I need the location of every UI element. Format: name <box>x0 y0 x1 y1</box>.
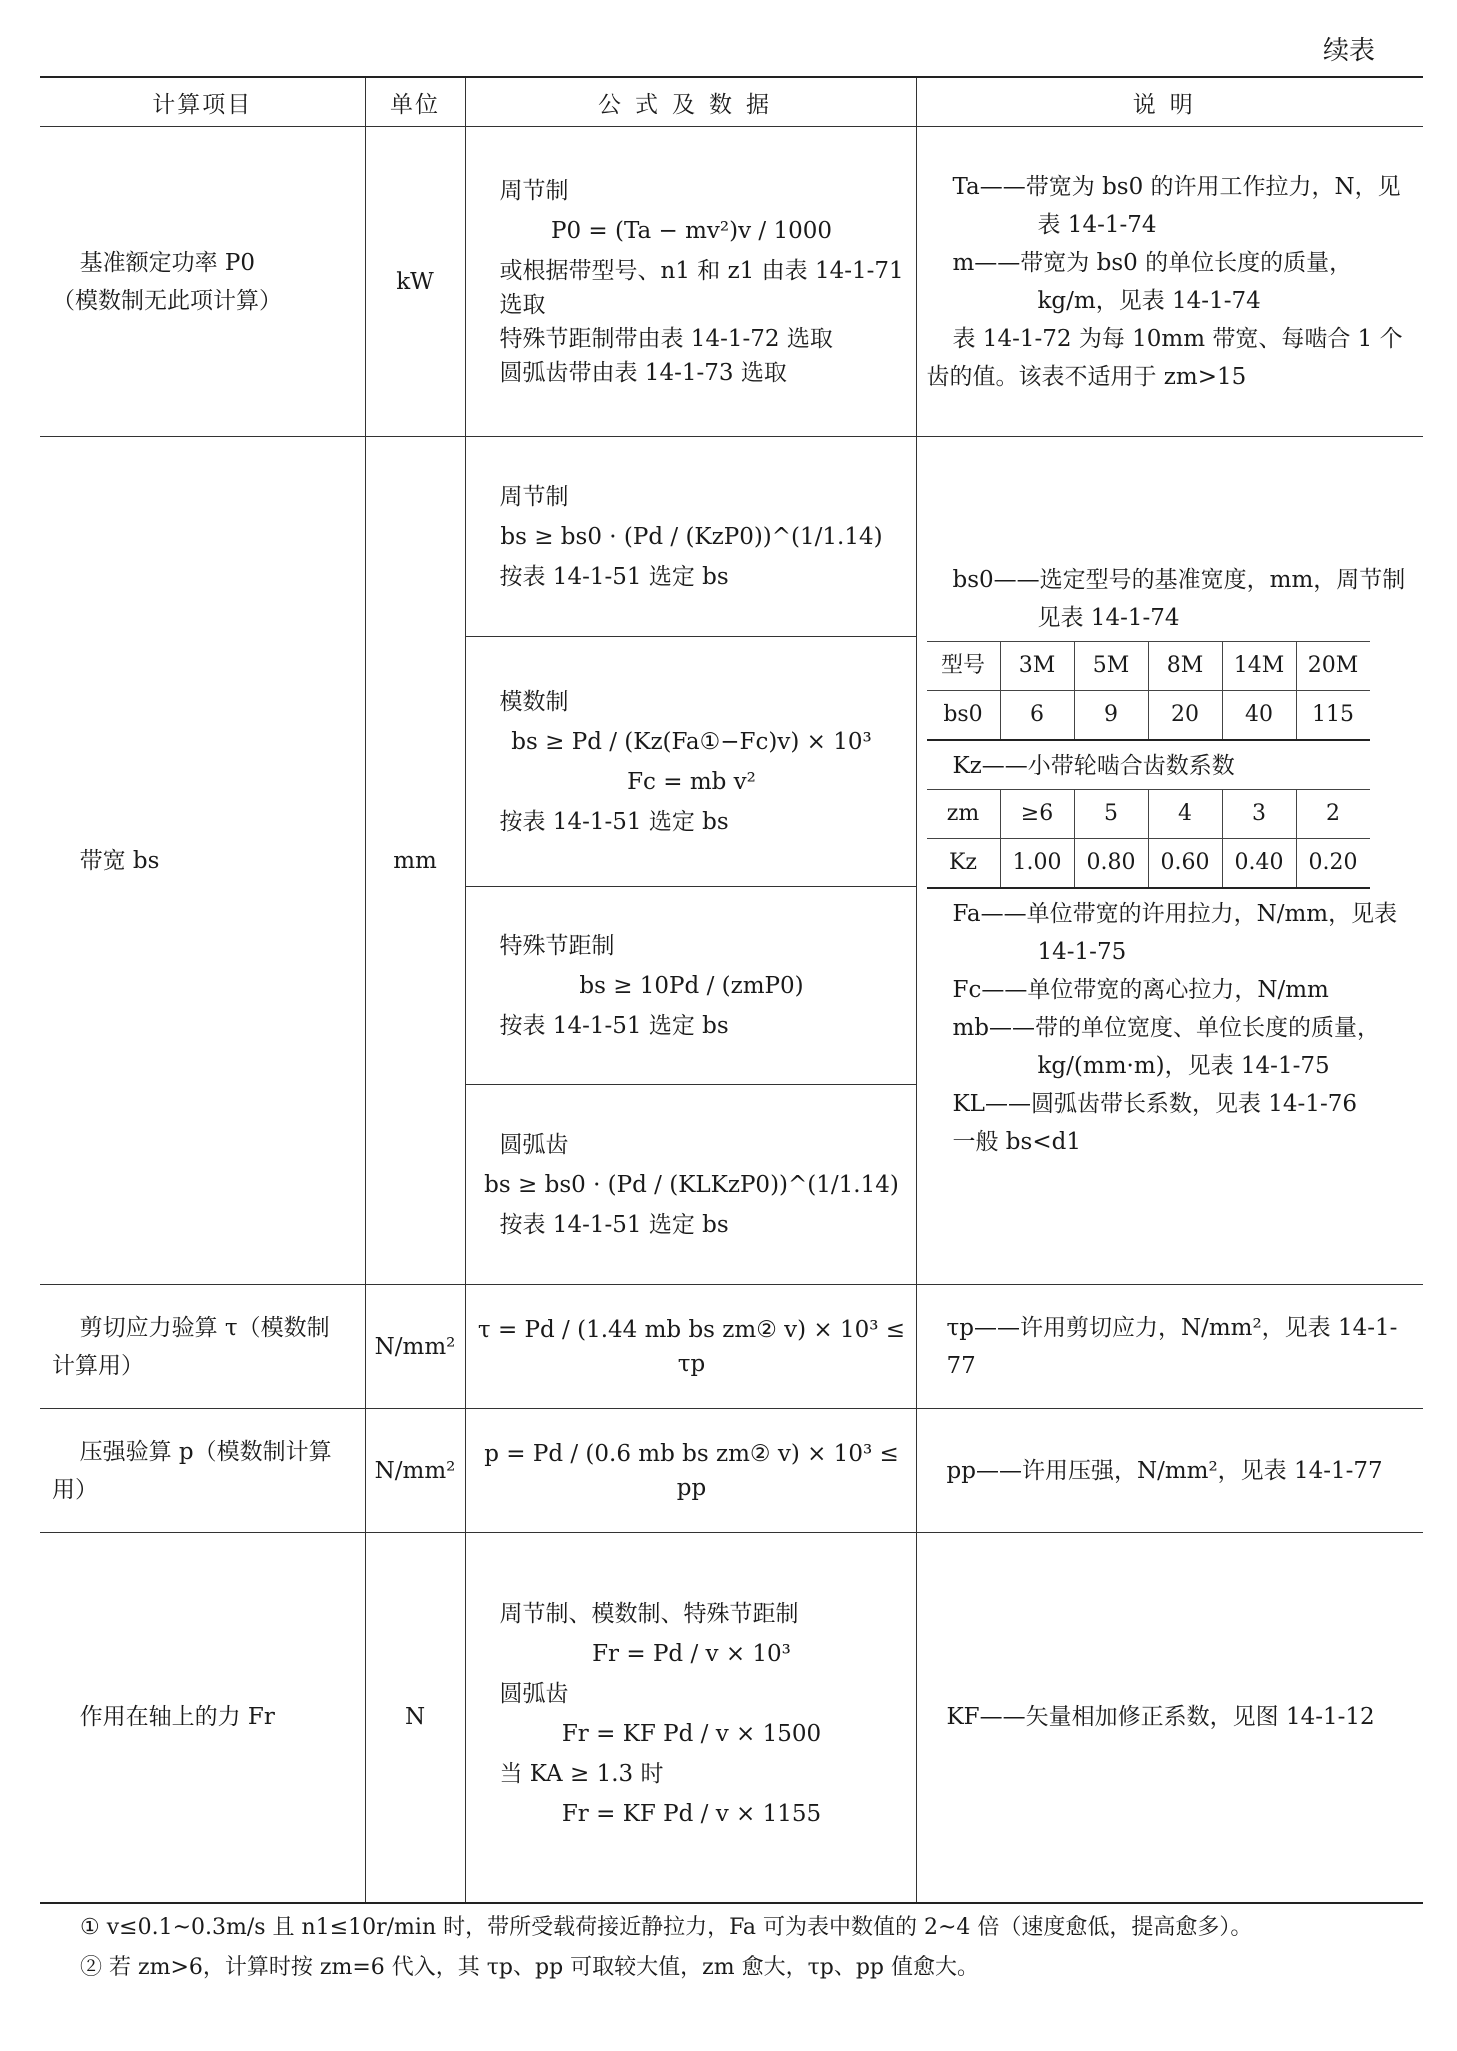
kz-table-z: 2 <box>1296 789 1370 838</box>
kz-table-z: 5 <box>1074 789 1148 838</box>
formula-p-expr: p = Pd / (0.6 mb bs zm② v) × 10³ ≤ pp <box>484 1440 899 1501</box>
bs0-table-type-label: 型号 <box>927 641 1001 690</box>
footnote-1: ① v≤0.1~0.3m/s 且 n1≤10r/min 时，带所受载荷接近静拉力，Fa 可为表中数值的 2~4 倍（速度愈低，提高愈多）。 <box>80 1915 1253 1940</box>
formula-tau-expr: τ = Pd / (1.44 mb bs zm② v) × 10³ ≤ τp <box>477 1316 906 1377</box>
footnote-2: ② 若 zm>6，计算时按 zm=6 代入，其 τp、pp 可取较大值，zm 愈大，τp、pp 值愈大。 <box>80 1955 980 1980</box>
formula-bs-3-title: 特殊节距制 <box>499 932 615 959</box>
bs0-table-value: 115 <box>1296 690 1370 740</box>
bs0-table-type: 20M <box>1296 641 1370 690</box>
footnotes <box>80 1908 1410 1988</box>
kz-table-k-label: Kz <box>927 838 1001 888</box>
note-mb: mb——带的单位宽度、单位长度的质量，kg/(mm·m)，见表 14-1-75 <box>952 1014 1381 1079</box>
formula-bs-3 <box>465 887 916 1085</box>
item-p-line2: 用） <box>52 1476 98 1503</box>
item-fr <box>40 1533 365 1903</box>
kz-table-k: 0.60 <box>1148 838 1222 888</box>
note-kz: Kz——小带轮啮合齿数系数 <box>952 752 1235 779</box>
header-row <box>40 77 1423 127</box>
unit-fr: N <box>365 1533 465 1903</box>
formula-fr-expr1: Fr = Pd / v × 10³ <box>592 1641 791 1668</box>
bs0-table-value-label: bs0 <box>927 690 1001 740</box>
item-p0 <box>40 127 365 437</box>
kz-table-z: 4 <box>1148 789 1222 838</box>
calculation-table <box>40 76 1423 1901</box>
formula-bs-3-expr: bs ≥ 10Pd / (zmP0) <box>579 972 804 999</box>
formula-bs-1-select: 按表 14-1-51 选定 bs <box>499 563 729 590</box>
item-fr-label: 作用在轴上的力 Fr <box>79 1704 275 1731</box>
unit-p0: kW <box>365 127 465 437</box>
item-tau-line2: 计算用） <box>52 1352 144 1379</box>
formula-p <box>465 1409 916 1533</box>
bs0-table-value: 40 <box>1222 690 1296 740</box>
item-tau <box>40 1285 365 1409</box>
formula-fr-title1: 周节制、模数制、特殊节距制 <box>499 1601 799 1628</box>
bs0-table-value: 20 <box>1148 690 1222 740</box>
formula-fr-title3: 当 KA ≥ 1.3 时 <box>499 1761 664 1788</box>
formula-bs-4-select: 按表 14-1-51 选定 bs <box>499 1211 729 1238</box>
header-formula: 公式及数据 <box>465 77 916 127</box>
formula-bs-4-title: 圆弧齿 <box>499 1131 569 1158</box>
bs0-table-value: 9 <box>1074 690 1148 740</box>
note-fc: Fc——单位带宽的离心拉力，N/mm <box>952 976 1329 1003</box>
bs0-table-type: 3M <box>1000 641 1074 690</box>
formula-bs-2-expr: bs ≥ Pd / (Kz(Fa①−Fc)v) × 10³ <box>511 728 872 755</box>
kz-table-k: 0.40 <box>1222 838 1296 888</box>
kz-table <box>927 789 1370 889</box>
formula-bs-1-expr: bs ≥ bs0 · (Pd / (KzP0))^(1/1.14) <box>500 523 883 550</box>
note-bs-d1: 一般 bs<d1 <box>952 1128 1081 1155</box>
formula-bs-2-select: 按表 14-1-51 选定 bs <box>499 808 729 835</box>
notes-tau: τp——许用剪切应力，N/mm²，见表 14-1-77 <box>916 1285 1423 1409</box>
bs0-table-value-row <box>927 690 1370 740</box>
formula-fr-expr3: Fr = KF Pd / v × 1155 <box>561 1801 822 1828</box>
bs0-table-type: 8M <box>1148 641 1222 690</box>
header-notes: 说明 <box>916 77 1423 127</box>
unit-bs: mm <box>365 437 465 1285</box>
note-kl: KL——圆弧齿带长系数，见表 14-1-76 <box>952 1090 1357 1117</box>
row-tau <box>40 1285 1423 1409</box>
formula-bs-3-select: 按表 14-1-51 选定 bs <box>499 1012 729 1039</box>
note-ta: Ta——带宽为 bs0 的许用工作拉力，N，见表 14-1-74 <box>952 173 1401 238</box>
formula-bs-4 <box>465 1085 916 1285</box>
item-p-line1: 压强验算 p（模数制计算 <box>79 1438 332 1465</box>
formula-p0-expr: P0 = (Ta − mv²)v / 1000 <box>550 217 833 244</box>
formula-bs-2-fc: Fc = mb v² <box>627 768 756 795</box>
kz-table-z: ≥6 <box>1000 789 1074 838</box>
row-p <box>40 1409 1423 1533</box>
bs0-table-value: 6 <box>1000 690 1074 740</box>
kz-table-k: 1.00 <box>1000 838 1074 888</box>
formula-fr-expr2: Fr = KF Pd / v × 1500 <box>561 1721 822 1748</box>
notes-fr: KF——矢量相加修正系数，见图 14-1-12 <box>916 1533 1423 1903</box>
item-bs-label: 带宽 bs <box>79 847 160 874</box>
item-tau-line1: 剪切应力验算 τ（模数制 <box>79 1314 330 1341</box>
kz-table-z-row <box>927 789 1370 838</box>
row-bs-1 <box>40 437 1423 637</box>
formula-fr <box>465 1533 916 1903</box>
item-bs <box>40 437 365 1285</box>
note-fa: Fa——单位带宽的许用拉力，N/mm，见表 14-1-75 <box>952 900 1398 965</box>
formula-fr-title2: 圆弧齿 <box>499 1681 569 1708</box>
notes-p: pp——许用压强，N/mm²，见表 14-1-77 <box>916 1409 1423 1533</box>
kz-table-k: 0.80 <box>1074 838 1148 888</box>
note-table-72: 表 14-1-72 为每 10mm 带宽、每啮合 1 个齿的值。该表不适用于 zm>15 <box>926 325 1403 390</box>
header-unit: 单位 <box>365 77 465 127</box>
formula-bs-2 <box>465 637 916 887</box>
notes-p0 <box>916 127 1423 437</box>
item-p0-line2: （模数制无此项计算） <box>52 287 282 314</box>
kz-table-k-row <box>927 838 1370 888</box>
formula-bs-2-title: 模数制 <box>499 688 569 715</box>
continued-label: 续表 <box>1322 36 1375 66</box>
formula-tau <box>465 1285 916 1409</box>
formula-bs-1-title: 周节制 <box>499 483 569 510</box>
bs0-table <box>927 641 1370 741</box>
formula-p0-line3: 圆弧齿带由表 14-1-73 选取 <box>499 359 787 386</box>
kz-table-k: 0.20 <box>1296 838 1370 888</box>
kz-table-z-label: zm <box>927 789 1001 838</box>
item-p0-line1: 基准额定功率 P0 <box>79 249 256 276</box>
formula-bs-4-expr: bs ≥ bs0 · (Pd / (KLKzP0))^(1/1.14) <box>484 1171 899 1198</box>
bs0-table-type: 14M <box>1222 641 1296 690</box>
kz-table-z: 3 <box>1222 789 1296 838</box>
formula-p0 <box>465 127 916 437</box>
unit-tau: N/mm² <box>365 1285 465 1409</box>
row-fr <box>40 1533 1423 1903</box>
formula-p0-line1: 或根据带型号、n1 和 z1 由表 14-1-71 选取 <box>499 257 904 318</box>
bs0-table-type: 5M <box>1074 641 1148 690</box>
bs0-table-type-row <box>927 641 1370 690</box>
note-bs0: bs0——选定型号的基准宽度，mm，周节制见表 14-1-74 <box>952 566 1406 631</box>
note-m: m——带宽为 bs0 的单位长度的质量，kg/m，见表 14-1-74 <box>952 249 1353 314</box>
formula-p0-line2: 特殊节距制带由表 14-1-72 选取 <box>499 325 833 352</box>
notes-bs <box>916 437 1423 1285</box>
item-p <box>40 1409 365 1533</box>
formula-bs-1 <box>465 437 916 637</box>
unit-p: N/mm² <box>365 1409 465 1533</box>
header-item: 计算项目 <box>40 77 365 127</box>
formula-p0-title: 周节制 <box>499 177 569 204</box>
row-p0 <box>40 127 1423 437</box>
